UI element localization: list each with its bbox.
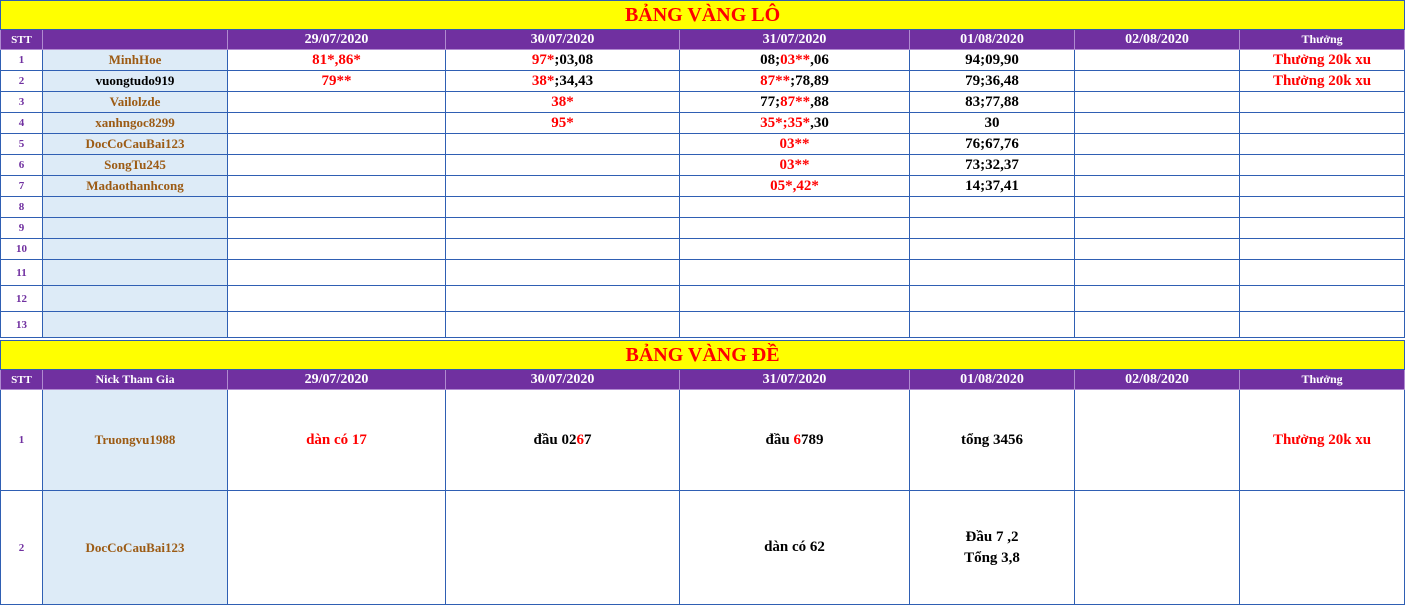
day-cell-segment: 7 — [583, 431, 592, 448]
table-row — [1, 113, 1405, 134]
table-row — [1, 134, 1405, 155]
day-cell-4 — [910, 239, 1075, 260]
lo-header-date-5: 02/08/2020 — [1075, 30, 1240, 50]
day-cell-segment: ;78,89 — [790, 72, 829, 89]
lo-header-date-2: 30/07/2020 — [446, 30, 680, 50]
de-header-date-1: 29/07/2020 — [228, 370, 446, 390]
day-cell-segment: ,06 — [810, 51, 829, 68]
table-row — [1, 491, 1405, 605]
day-cell-4 — [910, 92, 1075, 113]
day-cell-segment: 03** — [779, 156, 810, 173]
row-stt: 4 — [1, 113, 43, 134]
day-cell-5 — [1075, 113, 1240, 134]
day-cell-1 — [228, 155, 446, 176]
lo-title: BẢNG VÀNG LÔ — [1, 1, 1405, 30]
table-row — [1, 155, 1405, 176]
table-row — [1, 92, 1405, 113]
day-cell-5 — [1075, 71, 1240, 92]
day-cell-4 — [910, 71, 1075, 92]
lo-header-date-3: 31/07/2020 — [680, 30, 910, 50]
de-table — [0, 340, 1405, 605]
day-cell-2 — [446, 197, 680, 218]
day-cell-segment: 79** — [321, 72, 352, 89]
nick-cell: Vailolzde — [43, 92, 228, 113]
day-cell-segment: 03** — [780, 51, 811, 68]
day-cell-1 — [228, 50, 446, 71]
day-cell-5 — [1075, 390, 1240, 491]
day-cell-3 — [680, 71, 910, 92]
de-header-stt: STT — [1, 370, 43, 390]
de-header-nick: Nick Tham Gia — [43, 370, 228, 390]
day-cell-3 — [680, 239, 910, 260]
row-stt: 10 — [1, 239, 43, 260]
day-cell-3 — [680, 491, 910, 605]
day-cell-segment: 6 — [576, 431, 584, 448]
day-cell-segment: 83;77,88 — [965, 93, 1019, 110]
day-cell-2 — [446, 239, 680, 260]
table-row — [1, 197, 1405, 218]
day-cell-segment: 79;36,48 — [965, 72, 1019, 89]
prize-cell — [1240, 239, 1405, 260]
day-cell-3 — [680, 92, 910, 113]
day-cell-2 — [446, 260, 680, 286]
day-cell-1 — [228, 239, 446, 260]
day-cell-2 — [446, 312, 680, 338]
day-cell-segment: 789 — [800, 431, 824, 448]
day-cell-5 — [1075, 239, 1240, 260]
day-cell-1 — [228, 134, 446, 155]
day-cell-segment: 35*;35* — [760, 114, 811, 131]
table-row — [1, 286, 1405, 312]
day-cell-segment: ;03,08 — [554, 51, 594, 68]
day-cell-segment: ;34,43 — [554, 72, 594, 89]
day-cell-4 — [910, 50, 1075, 71]
table-row — [1, 218, 1405, 239]
prize-cell: Thưởng 20k xu — [1240, 390, 1405, 491]
day-cell-5 — [1075, 286, 1240, 312]
day-cell-1 — [228, 312, 446, 338]
prize-cell — [1240, 92, 1405, 113]
day-cell-1 — [228, 197, 446, 218]
day-cell-1 — [228, 113, 446, 134]
day-cell-2 — [446, 155, 680, 176]
day-cell-segment: 77; — [760, 93, 781, 110]
day-cell-segment: 14;37,41 — [965, 177, 1019, 194]
nick-cell — [43, 312, 228, 338]
day-cell-segment: 38* — [551, 93, 574, 110]
day-cell-segment: đầu 02 — [533, 431, 577, 448]
day-cell-4 — [910, 286, 1075, 312]
day-cell-2 — [446, 71, 680, 92]
row-stt: 2 — [1, 491, 43, 605]
prize-cell: Thưởng 20k xu — [1240, 71, 1405, 92]
lo-header-prize: Thưởng — [1240, 30, 1405, 50]
nick-cell — [43, 286, 228, 312]
day-cell-segment: 38* — [531, 72, 555, 89]
day-cell-5 — [1075, 176, 1240, 197]
day-cell-1 — [228, 390, 446, 491]
prize-cell — [1240, 197, 1405, 218]
day-cell-3 — [680, 155, 910, 176]
day-cell-segment: 87** — [760, 72, 791, 89]
day-cell-4 — [910, 134, 1075, 155]
day-cell-5 — [1075, 155, 1240, 176]
day-cell-segment: 73;32,37 — [965, 156, 1019, 173]
row-stt: 13 — [1, 312, 43, 338]
nick-cell: Madaothanhcong — [43, 176, 228, 197]
day-cell-5 — [1075, 260, 1240, 286]
prize-cell — [1240, 155, 1405, 176]
prize-cell — [1240, 491, 1405, 605]
day-cell-4 — [910, 260, 1075, 286]
prize-cell — [1240, 218, 1405, 239]
day-cell-4 — [910, 176, 1075, 197]
de-title: BẢNG VÀNG ĐỀ — [1, 341, 1405, 370]
day-cell-2 — [446, 390, 680, 491]
day-cell-segment: dàn có 62 — [764, 539, 825, 555]
day-cell-4 — [910, 113, 1075, 134]
day-cell-3 — [680, 390, 910, 491]
day-cell-5 — [1075, 134, 1240, 155]
day-cell-4 — [910, 197, 1075, 218]
nick-cell — [43, 260, 228, 286]
day-cell-3 — [680, 113, 910, 134]
day-cell-segment: 05*,42* — [770, 177, 819, 194]
day-cell-segment: 97* — [531, 51, 555, 68]
day-cell-line: Tổng 3,8 — [964, 549, 1020, 566]
row-stt: 6 — [1, 155, 43, 176]
day-cell-1 — [228, 260, 446, 286]
row-stt: 1 — [1, 50, 43, 71]
day-cell-3 — [680, 286, 910, 312]
day-cell-3 — [680, 50, 910, 71]
de-header-date-2: 30/07/2020 — [446, 370, 680, 390]
day-cell-segment: 03** — [779, 135, 810, 152]
row-stt: 2 — [1, 71, 43, 92]
table-row — [1, 71, 1405, 92]
table-row — [1, 390, 1405, 491]
day-cell-3 — [680, 312, 910, 338]
day-cell-segment: ,88 — [810, 93, 829, 110]
prize-cell — [1240, 134, 1405, 155]
day-cell-2 — [446, 92, 680, 113]
day-cell-4 — [910, 312, 1075, 338]
day-cell-segment: 6 — [793, 431, 801, 448]
day-cell-segment: ,30 — [810, 114, 829, 131]
day-cell-5 — [1075, 92, 1240, 113]
row-stt: 8 — [1, 197, 43, 218]
day-cell-segment: 08; — [760, 51, 781, 68]
day-cell-segment: 94;09,90 — [965, 51, 1019, 68]
nick-cell: vuongtudo919 — [43, 71, 228, 92]
day-cell-segment: tổng 3456 — [960, 431, 1024, 448]
day-cell-segment: 87** — [780, 93, 811, 110]
day-cell-5 — [1075, 491, 1240, 605]
day-cell-1 — [228, 491, 446, 605]
table-row — [1, 176, 1405, 197]
day-cell-4 — [910, 155, 1075, 176]
lo-header-stt: STT — [1, 30, 43, 50]
day-cell-segment: 76;67,76 — [965, 135, 1019, 152]
prize-cell: Thưởng 20k xu — [1240, 50, 1405, 71]
day-cell-2 — [446, 134, 680, 155]
day-cell-4 — [910, 491, 1075, 605]
nick-cell — [43, 218, 228, 239]
day-cell-segment: 81*,86* — [312, 51, 361, 68]
day-cell-3 — [680, 197, 910, 218]
row-stt: 9 — [1, 218, 43, 239]
nick-cell: DocCoCauBai123 — [43, 134, 228, 155]
day-cell-segment: 30 — [984, 114, 1000, 131]
day-cell-5 — [1075, 197, 1240, 218]
day-cell-4 — [910, 218, 1075, 239]
day-cell-2 — [446, 286, 680, 312]
nick-cell: DocCoCauBai123 — [43, 491, 228, 605]
day-cell-2 — [446, 176, 680, 197]
prize-cell — [1240, 113, 1405, 134]
de-header-date-3: 31/07/2020 — [680, 370, 910, 390]
day-cell-5 — [1075, 50, 1240, 71]
day-cell-4 — [910, 390, 1075, 491]
nick-cell: MinhHoe — [43, 50, 228, 71]
day-cell-2 — [446, 218, 680, 239]
day-cell-segment: đầu — [765, 431, 794, 448]
nick-cell — [43, 197, 228, 218]
row-stt: 12 — [1, 286, 43, 312]
row-stt: 3 — [1, 92, 43, 113]
day-cell-3 — [680, 218, 910, 239]
day-cell-line: Đầu 7 ,2 — [965, 528, 1019, 545]
table-row — [1, 239, 1405, 260]
nick-cell: xanhngoc8299 — [43, 113, 228, 134]
day-cell-2 — [446, 50, 680, 71]
row-stt: 5 — [1, 134, 43, 155]
nick-cell: SongTu245 — [43, 155, 228, 176]
row-stt: 7 — [1, 176, 43, 197]
lo-header-date-1: 29/07/2020 — [228, 30, 446, 50]
table-row — [1, 312, 1405, 338]
prize-cell — [1240, 312, 1405, 338]
day-cell-3 — [680, 176, 910, 197]
lo-header-nick — [43, 30, 228, 50]
day-cell-segment: 95* — [551, 114, 574, 131]
day-cell-5 — [1075, 312, 1240, 338]
lo-header-date-4: 01/08/2020 — [910, 30, 1075, 50]
day-cell-5 — [1075, 218, 1240, 239]
table-row — [1, 50, 1405, 71]
prize-cell — [1240, 260, 1405, 286]
nick-cell — [43, 239, 228, 260]
row-stt: 1 — [1, 390, 43, 491]
day-cell-2 — [446, 491, 680, 605]
de-header-date-4: 01/08/2020 — [910, 370, 1075, 390]
day-cell-segment: dàn có 17 — [306, 431, 367, 448]
day-cell-1 — [228, 71, 446, 92]
day-cell-1 — [228, 286, 446, 312]
nick-cell: Truongvu1988 — [43, 390, 228, 491]
de-header-prize: Thưởng — [1240, 370, 1405, 390]
de-header-date-5: 02/08/2020 — [1075, 370, 1240, 390]
day-cell-1 — [228, 92, 446, 113]
prize-cell — [1240, 286, 1405, 312]
day-cell-3 — [680, 134, 910, 155]
prize-cell — [1240, 176, 1405, 197]
day-cell-1 — [228, 218, 446, 239]
day-cell-2 — [446, 113, 680, 134]
row-stt: 11 — [1, 260, 43, 286]
table-row — [1, 260, 1405, 286]
day-cell-1 — [228, 176, 446, 197]
day-cell-3 — [680, 260, 910, 286]
